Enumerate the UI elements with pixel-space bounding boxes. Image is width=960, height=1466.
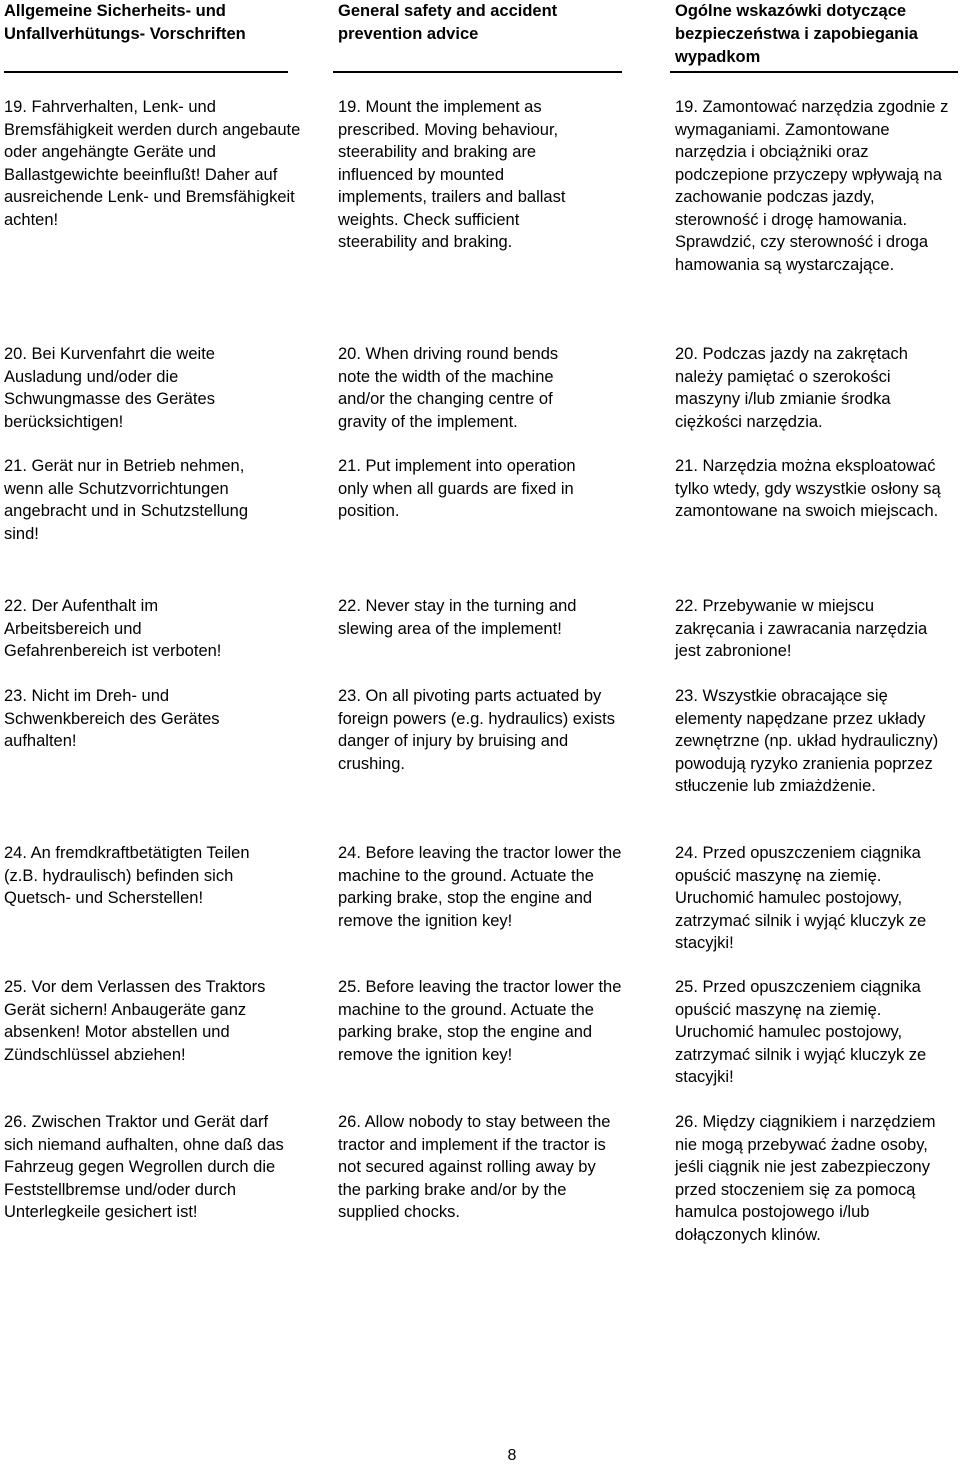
item-25-english: 25. Before leaving the tractor lower the machine to the ground. Actuate the parking brake, stop the engine and remove the ignition key! <box>338 978 622 1064</box>
item-24-polish: 24. Przed opuszczeniem ciągnika opuścić maszynę na ziemię. Uruchomić hamulec postojowy, zatrzymać silnik i wyjąć kluczyk ze stacyjki! <box>675 844 927 952</box>
item-26-german: 26. Zwischen Traktor und Gerät darf sich niemand aufhalten, ohne daß das Fahrzeug gegen Wegrollen durch die Feststellbremse und/oder durch Unterlegkeile gesichert ist! <box>4 1113 284 1221</box>
item-24-english: 24. Before leaving the tractor lower the machine to the ground. Actuate the parking brake, stop the engine and remove the ignition key! <box>338 844 622 930</box>
item-21-english: 21. Put implement into operation only when all guards are fixed in position. <box>338 457 576 520</box>
item-20-german: 20. Bei Kurvenfahrt die weite Ausladung und/oder die Schwungmasse des Gerätes berücksichtigen! <box>4 345 215 431</box>
item-25-polish: 25. Przed opuszczeniem ciągnika opuścić maszynę na ziemię. Uruchomić hamulec postojowy, zatrzymać silnik i wyjąć kluczyk ze stacyjki! <box>675 978 927 1086</box>
item-25-german: 25. Vor dem Verlassen des Traktors Gerät sichern! Anbaugeräte ganz absenken! Motor abstellen und Zündschlüssel abziehen! <box>4 978 266 1064</box>
item-20-polish: 20. Podczas jazdy na zakrętach należy pamiętać o szerokości maszyny i/lub zmianie środka ciężkości narzędzia. <box>675 345 908 431</box>
header-rule-polish <box>670 71 958 73</box>
header-english: General safety and accident prevention advice <box>338 2 558 43</box>
page-number: 8 <box>507 1447 517 1464</box>
item-21-german: 21. Gerät nur in Betrieb nehmen, wenn alle Schutzvorrichtungen angebracht und in Schutzstellung sind! <box>4 457 249 543</box>
item-22-german: 22. Der Aufenthalt im Arbeitsbereich und Gefahrenbereich ist verboten! <box>4 597 222 660</box>
header-polish: Ogólne wskazówki dotyczące bezpieczeństwa i zapobiegania wypadkom <box>675 2 918 66</box>
item-19-english: 19. Mount the implement as prescribed. Moving behaviour, steerability and braking are influenced by mounted implements, trailers and ballast weights. Check sufficient steerability and braking. <box>338 98 566 251</box>
item-26-polish: 26. Między ciągnikiem i narzędziem nie mogą przebywać żadne osoby, jeśli ciągnik nie jest zabezpieczony przed stoczeniem się za pomocą hamulca postojowego i/lub dołączonych klinów. <box>675 1113 936 1244</box>
item-23-english: 23. On all pivoting parts actuated by foreign powers (e.g. hydraulics) exists danger of injury by bruising and crushing. <box>338 687 615 773</box>
item-23-polish: 23. Wszystkie obracające się elementy napędzane przez układy zewnętrzne (np. układ hydrauliczny) powodują ryzyko zranienia poprzez stłuczenie lub zmiażdżenie. <box>675 687 939 795</box>
item-19-polish: 19. Zamontować narzędzia zgodnie z wymaganiami. Zamontowane narzędzia i obciążniki oraz podczepione przyczepy wpływają na zachowanie podczas jazdy, sterowność i drogę hamowania. Sprawdzić, czy sterowność i droga hamowania są wystarczające. <box>675 98 949 274</box>
header-german: Allgemeine Sicherheits- und Unfallverhütungs- Vorschriften <box>4 2 246 43</box>
item-21-polish: 21. Narzędzia można eksploatować tylko wtedy, gdy wszystkie osłony są zamontowane na swoich miejscach. <box>675 457 941 520</box>
header-rule-english <box>333 71 622 73</box>
header-rule-german <box>4 71 288 73</box>
item-24-german: 24. An fremdkraftbetätigten Teilen (z.B. hydraulisch) befinden sich Quetsch- und Scherstellen! <box>4 844 250 907</box>
item-20-english: 20. When driving round bends note the width of the machine and/or the changing centre of gravity of the implement. <box>338 345 559 431</box>
item-26-english: 26. Allow nobody to stay between the tractor and implement if the tractor is not secured against rolling away by the parking brake and/or by the supplied chocks. <box>338 1113 611 1221</box>
item-22-polish: 22. Przebywanie w miejscu zakręcania i zawracania narzędzia jest zabronione! <box>675 597 928 660</box>
item-23-german: 23. Nicht im Dreh- und Schwenkbereich des Gerätes aufhalten! <box>4 687 220 750</box>
item-19-german: 19. Fahrverhalten, Lenk- und Bremsfähigkeit werden durch angebaute oder angehängte Geräte und Ballastgewichte beeinflußt! Daher auf ausreichende Lenk- und Bremsfähigkeit achten! <box>4 98 301 229</box>
item-22-english: 22. Never stay in the turning and slewing area of the implement! <box>338 597 577 638</box>
